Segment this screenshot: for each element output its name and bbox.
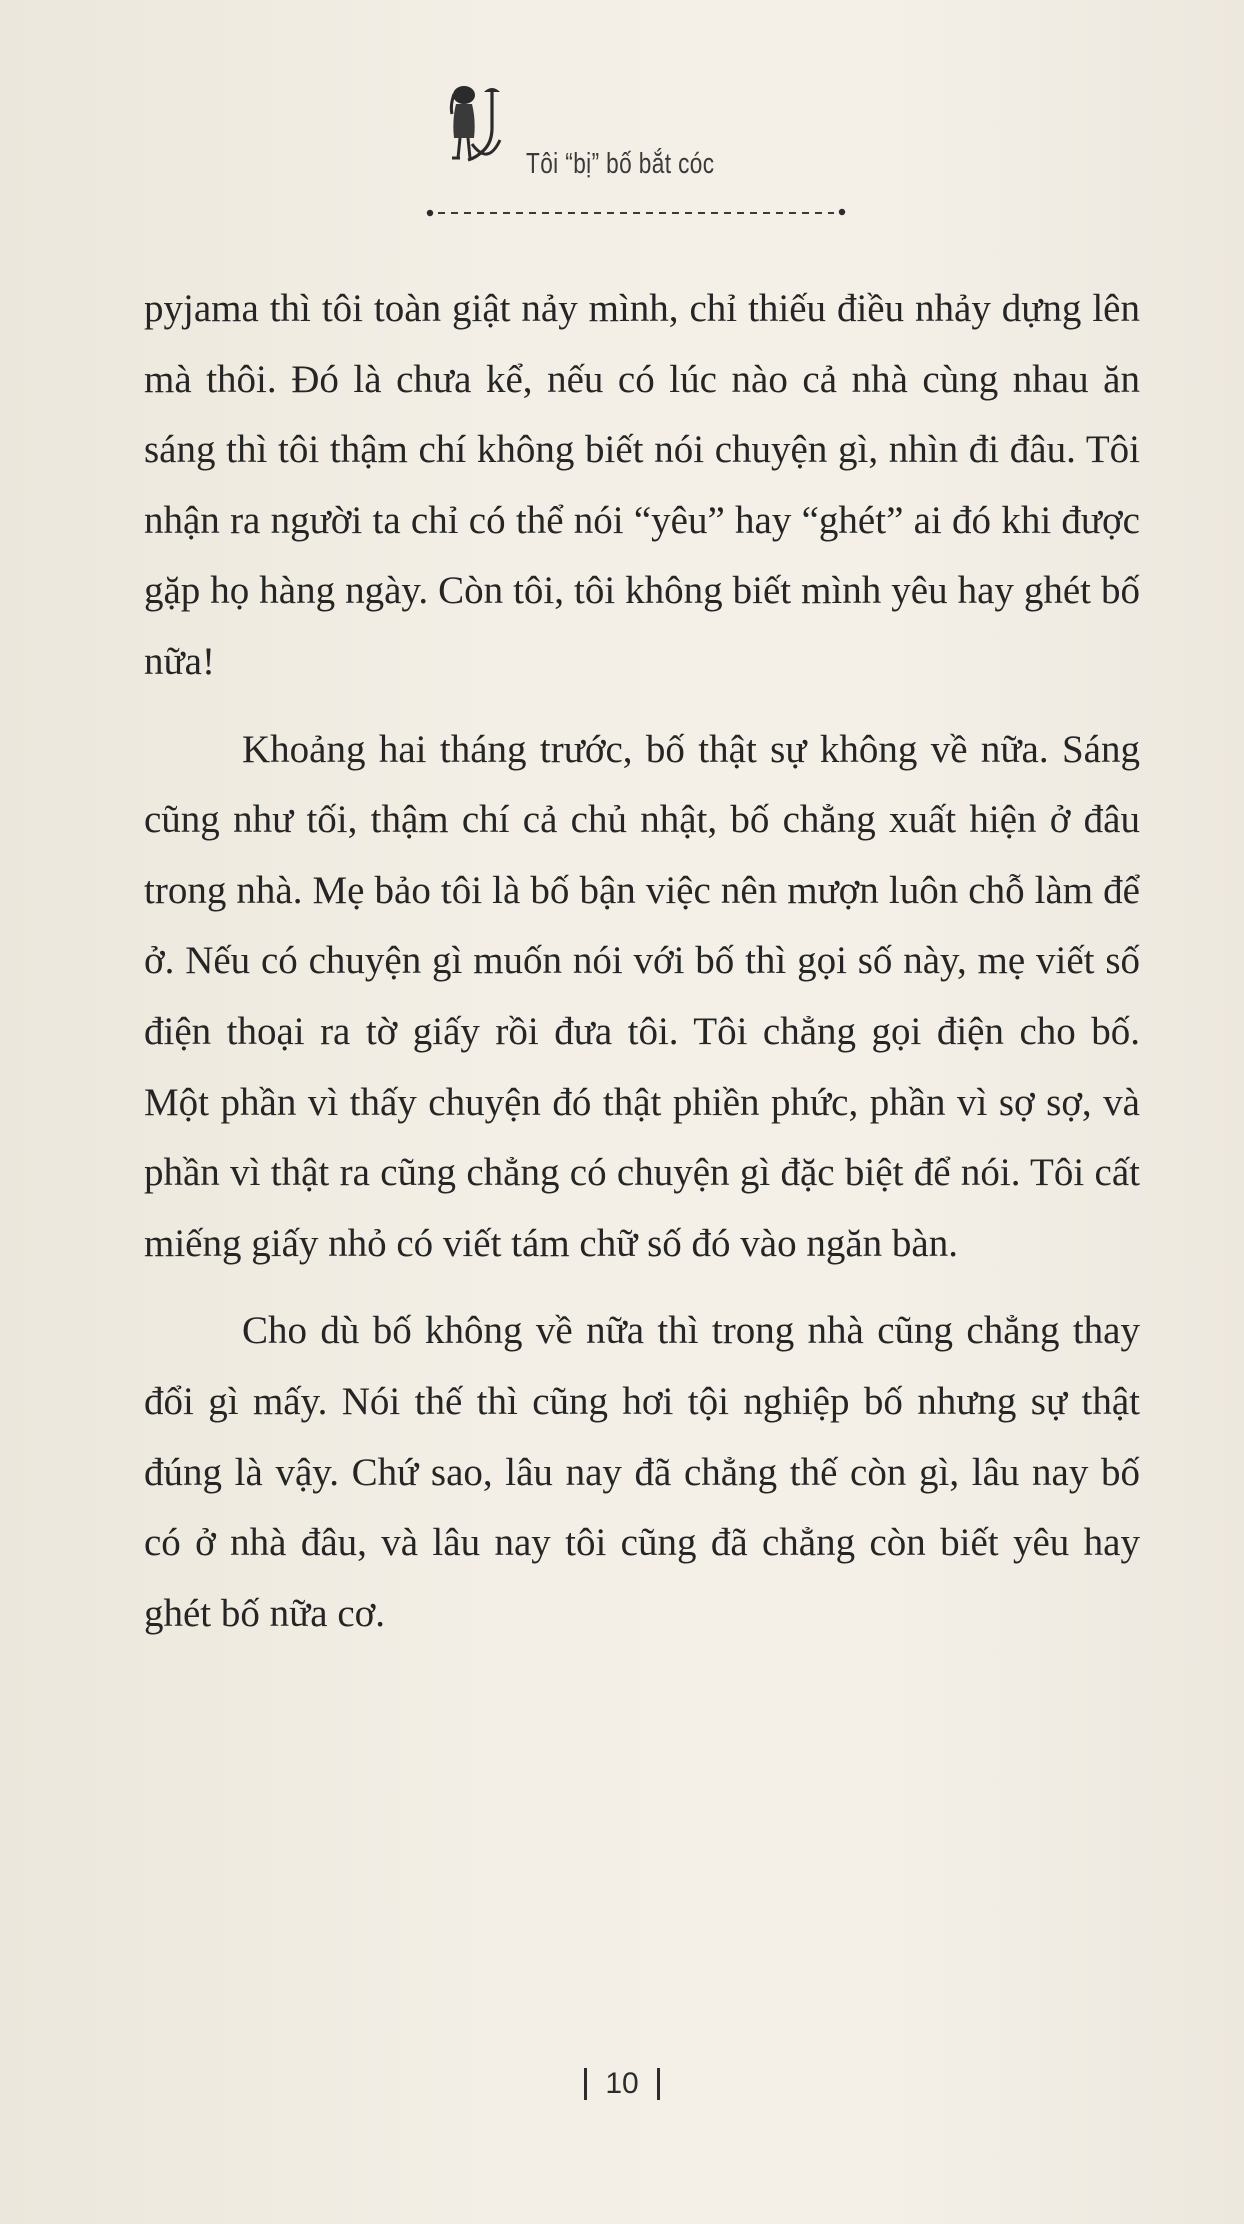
paragraph-2: Khoảng hai tháng trước, bố thật sự không về nữa. Sáng cũng như tối, thậm chí cả chủ nhật, bố chẳng xuất hiện ở đâu trong nhà. Mẹ bảo tôi là bố bận việc nên mượn luôn chỗ làm để ở. Nếu có chuyện gì muốn nói với bố thì gọi số này, mẹ viết số điện thoại ra tờ giấy rồi đưa tôi. Tôi chẳng gọi điện cho bố. Một phần vì thấy chuyện đó thật phiền phức, phần vì sợ sợ, và phần vì thật ra cũng chẳng có chuyện gì đặc biệt để nói. Tôi cất miếng giấy nhỏ có viết tám chữ số đó vào ngăn bàn. bbox=[144, 727, 1140, 1265]
running-header bbox=[420, 58, 900, 208]
page-number-footer bbox=[0, 2066, 1244, 2101]
body-text bbox=[144, 274, 1140, 1649]
dashed-divider bbox=[426, 208, 846, 218]
folio-bar-left bbox=[584, 2068, 587, 2100]
paragraph-1: pyjama thì tôi toàn giật nảy mình, chỉ thiếu điều nhảy dựng lên mà thôi. Đó là chưa kể, nếu có lúc nào cả nhà cùng nhau ăn sáng thì tôi thậm chí không biết nói chuyện gì, nhìn đi đâu. Tôi nhận ra người ta chỉ có thể nói “yêu” hay “ghét” ai đó khi được gặp họ hàng ngày. Còn tôi, tôi không biết mình yêu hay ghét bố nữa! bbox=[144, 287, 1140, 683]
page-number: 10 bbox=[605, 2067, 639, 2101]
folio-bar-right bbox=[657, 2068, 660, 2100]
paragraph-3: Cho dù bố không về nữa thì trong nhà cũng chẳng thay đổi gì mấy. Nói thế thì cũng hơi tội nghiệp bố nhưng sự thật đúng là vậy. Chứ sao, lâu nay đã chẳng thế còn gì, lâu nay bố có ở nhà đâu, và lâu nay tôi cũng đã chẳng còn biết yêu hay ghét bố nữa cơ. bbox=[144, 1309, 1140, 1635]
running-header-title: Tôi “bị” bố bắt cóc bbox=[526, 148, 715, 180]
girl-with-umbrella-icon bbox=[438, 80, 528, 180]
